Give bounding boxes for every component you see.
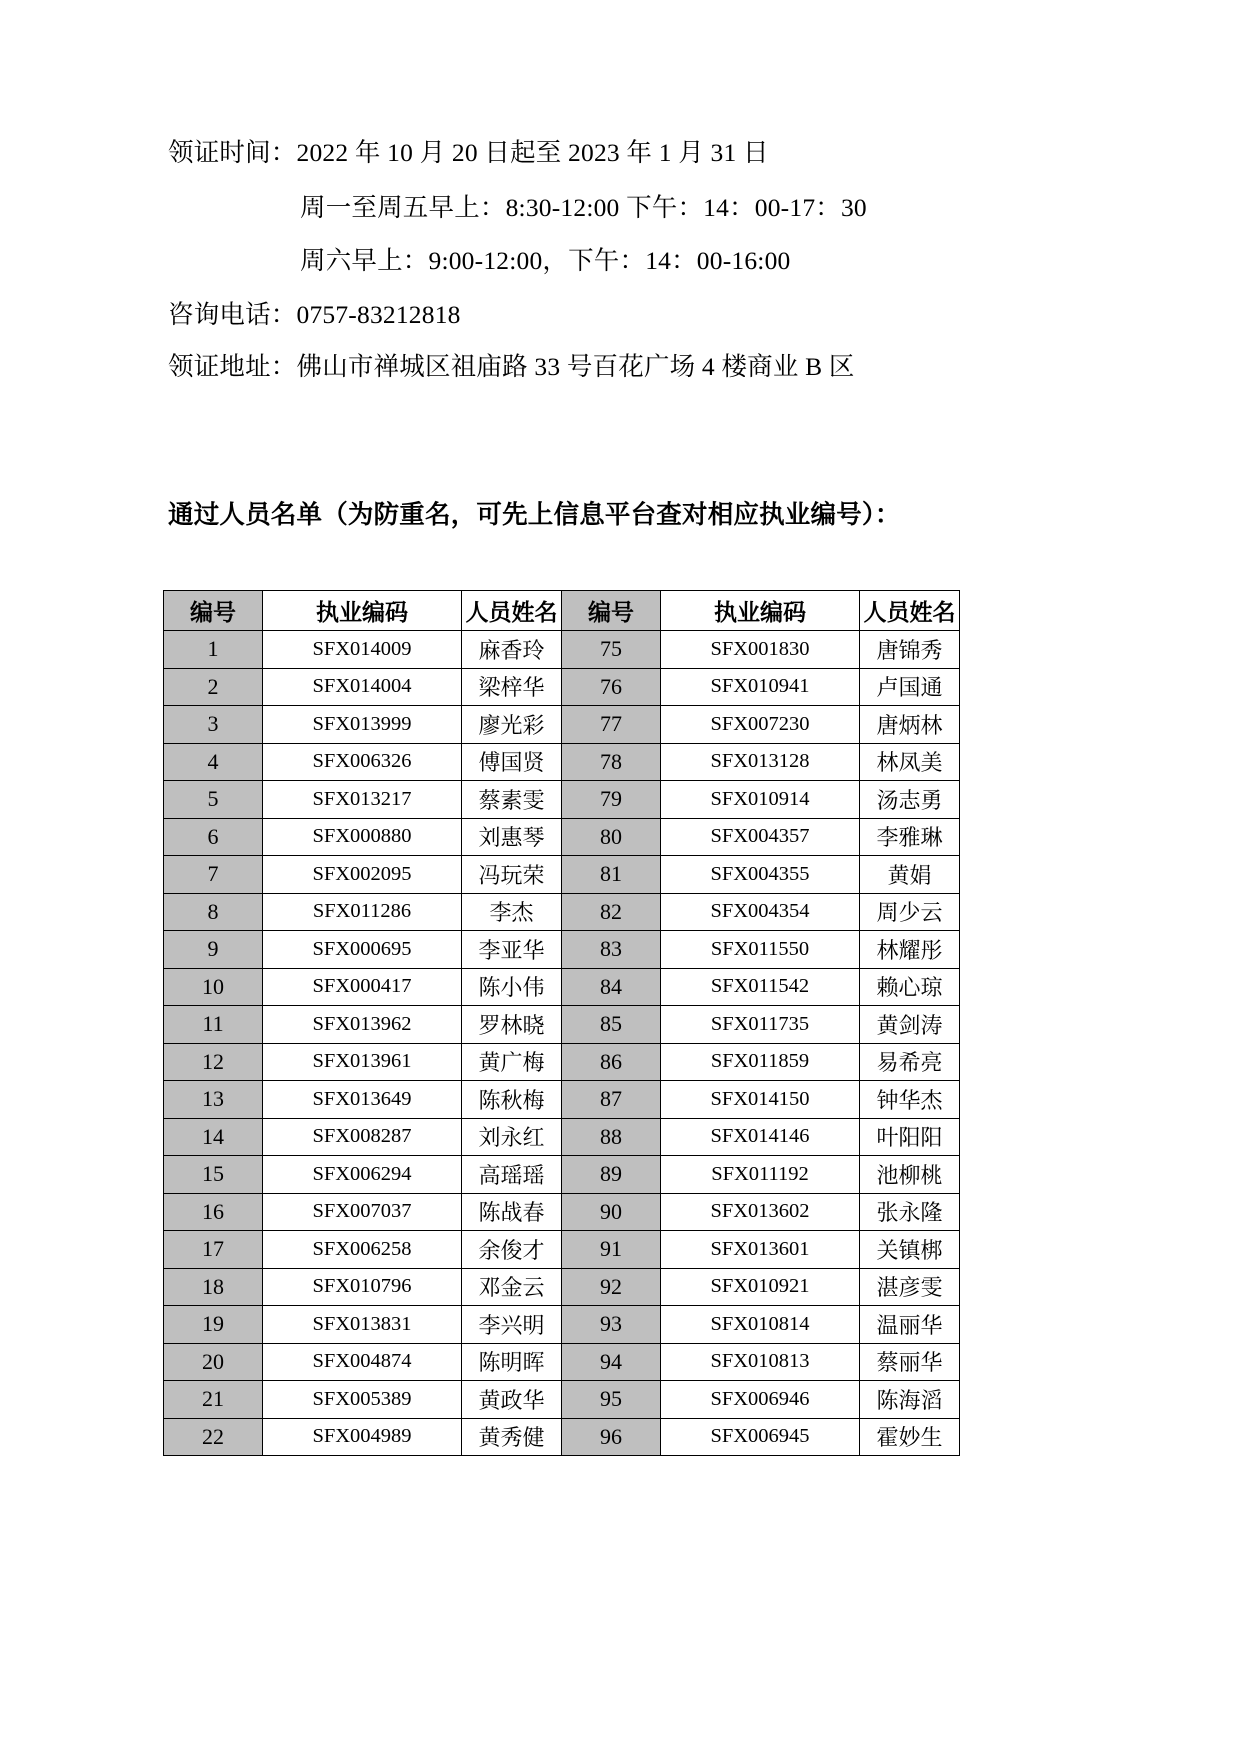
- cell-no-right: 80: [562, 818, 661, 856]
- cell-code-right: SFX010941: [661, 668, 860, 706]
- notice-block: [168, 140, 1088, 380]
- cell-no-right: 92: [562, 1268, 661, 1306]
- cell-name-left: 冯玩荣: [462, 856, 562, 894]
- cell-code-left: SFX006258: [263, 1231, 462, 1269]
- cell-code-right: SFX011735: [661, 1006, 860, 1044]
- cell-code-left: SFX011286: [263, 893, 462, 931]
- table-row: [164, 1268, 960, 1306]
- cell-name-right: 易希亮: [860, 1043, 960, 1081]
- column-header-name-left: 人员姓名: [462, 591, 562, 631]
- table-row: [164, 1343, 960, 1381]
- column-header-no-right: 编号: [562, 591, 661, 631]
- cell-name-left: 罗林晓: [462, 1006, 562, 1044]
- roster-table: [163, 590, 960, 1456]
- cell-code-right: SFX004354: [661, 893, 860, 931]
- cell-code-left: SFX013649: [263, 1081, 462, 1119]
- column-header-name-right: 人员姓名: [860, 591, 960, 631]
- roster-table-container: [163, 590, 954, 1456]
- cell-name-left: 李杰: [462, 893, 562, 931]
- cell-no-right: 91: [562, 1231, 661, 1269]
- table-row: [164, 1193, 960, 1231]
- cell-no-right: 88: [562, 1118, 661, 1156]
- cell-no-left: 7: [164, 856, 263, 894]
- roster-table-body: [164, 631, 960, 1456]
- cell-no-right: 79: [562, 781, 661, 819]
- cell-code-right: SFX010921: [661, 1268, 860, 1306]
- cell-name-right: 周少云: [860, 893, 960, 931]
- cell-code-right: SFX010813: [661, 1343, 860, 1381]
- cell-name-left: 李兴明: [462, 1306, 562, 1344]
- cell-code-left: SFX000417: [263, 968, 462, 1006]
- table-row: [164, 706, 960, 744]
- cell-name-left: 陈战春: [462, 1193, 562, 1231]
- cell-code-right: SFX006946: [661, 1381, 860, 1419]
- table-row: [164, 893, 960, 931]
- cell-name-left: 刘永红: [462, 1118, 562, 1156]
- cell-code-right: SFX006945: [661, 1418, 860, 1456]
- cell-no-left: 12: [164, 1043, 263, 1081]
- cell-name-right: 唐锦秀: [860, 631, 960, 669]
- cell-name-right: 黄剑涛: [860, 1006, 960, 1044]
- cell-no-right: 95: [562, 1381, 661, 1419]
- cell-no-left: 1: [164, 631, 263, 669]
- cell-code-right: SFX014150: [661, 1081, 860, 1119]
- column-header-code-left: 执业编码: [263, 591, 462, 631]
- cell-code-right: SFX004355: [661, 856, 860, 894]
- cell-no-left: 17: [164, 1231, 263, 1269]
- cell-no-left: 9: [164, 931, 263, 969]
- cell-name-right: 唐炳林: [860, 706, 960, 744]
- cell-name-left: 黄政华: [462, 1381, 562, 1419]
- cell-name-left: 刘惠琴: [462, 818, 562, 856]
- table-row: [164, 1306, 960, 1344]
- cell-code-right: SFX010814: [661, 1306, 860, 1344]
- cell-no-left: 4: [164, 743, 263, 781]
- cell-no-right: 85: [562, 1006, 661, 1044]
- cell-code-left: SFX005389: [263, 1381, 462, 1419]
- cell-name-right: 叶阳阳: [860, 1118, 960, 1156]
- cell-code-left: SFX002095: [263, 856, 462, 894]
- cell-name-right: 钟华杰: [860, 1081, 960, 1119]
- cell-code-left: SFX013217: [263, 781, 462, 819]
- cell-no-right: 86: [562, 1043, 661, 1081]
- cell-no-left: 21: [164, 1381, 263, 1419]
- cell-no-left: 14: [164, 1118, 263, 1156]
- cell-code-right: SFX013602: [661, 1193, 860, 1231]
- cell-no-right: 81: [562, 856, 661, 894]
- table-row: [164, 1006, 960, 1044]
- cell-code-left: SFX007037: [263, 1193, 462, 1231]
- table-row: [164, 931, 960, 969]
- cell-no-right: 94: [562, 1343, 661, 1381]
- cell-name-right: 张永隆: [860, 1193, 960, 1231]
- cell-no-left: 19: [164, 1306, 263, 1344]
- cell-no-left: 18: [164, 1268, 263, 1306]
- notice-line-weekday-hours: 周一至周五早上：8:30-12:00 下午：14：00-17：30: [300, 192, 867, 222]
- cell-name-left: 黄广梅: [462, 1043, 562, 1081]
- cell-code-right: SFX011859: [661, 1043, 860, 1081]
- cell-code-left: SFX000695: [263, 931, 462, 969]
- cell-no-left: 2: [164, 668, 263, 706]
- cell-code-left: SFX013831: [263, 1306, 462, 1344]
- cell-no-right: 87: [562, 1081, 661, 1119]
- cell-no-right: 93: [562, 1306, 661, 1344]
- cell-name-left: 黄秀健: [462, 1418, 562, 1456]
- cell-code-left: SFX013962: [263, 1006, 462, 1044]
- cell-code-left: SFX013961: [263, 1043, 462, 1081]
- table-row: [164, 1081, 960, 1119]
- table-row: [164, 668, 960, 706]
- cell-code-left: SFX006326: [263, 743, 462, 781]
- cell-name-right: 湛彦雯: [860, 1268, 960, 1306]
- table-row: [164, 1156, 960, 1194]
- cell-no-right: 78: [562, 743, 661, 781]
- cell-code-right: SFX011192: [661, 1156, 860, 1194]
- notice-line-address: 领证地址：佛山市禅城区祖庙路 33 号百花广场 4 楼商业 B 区: [168, 352, 855, 381]
- cell-name-left: 邓金云: [462, 1268, 562, 1306]
- cell-name-right: 黄娟: [860, 856, 960, 894]
- table-row: [164, 1381, 960, 1419]
- cell-name-right: 林耀彤: [860, 931, 960, 969]
- cell-code-left: SFX008287: [263, 1118, 462, 1156]
- cell-name-left: 余俊才: [462, 1231, 562, 1269]
- column-header-no-left: 编号: [164, 591, 263, 631]
- cell-no-right: 90: [562, 1193, 661, 1231]
- cell-code-left: SFX004989: [263, 1418, 462, 1456]
- notice-line-pickup-period: 领证时间：2022 年 10 月 20 日起至 2023 年 1 月 31 日: [168, 138, 769, 167]
- column-header-code-right: 执业编码: [661, 591, 860, 631]
- cell-name-left: 麻香玲: [462, 631, 562, 669]
- cell-no-right: 75: [562, 631, 661, 669]
- cell-code-left: SFX004874: [263, 1343, 462, 1381]
- cell-code-right: SFX011550: [661, 931, 860, 969]
- cell-code-left: SFX013999: [263, 706, 462, 744]
- table-row: [164, 1231, 960, 1269]
- cell-no-left: 22: [164, 1418, 263, 1456]
- cell-code-right: SFX011542: [661, 968, 860, 1006]
- cell-no-right: 83: [562, 931, 661, 969]
- cell-no-left: 15: [164, 1156, 263, 1194]
- cell-name-right: 霍妙生: [860, 1418, 960, 1456]
- cell-name-left: 李亚华: [462, 931, 562, 969]
- cell-name-right: 卢国通: [860, 668, 960, 706]
- table-row: [164, 1043, 960, 1081]
- cell-name-right: 赖心琼: [860, 968, 960, 1006]
- cell-no-right: 89: [562, 1156, 661, 1194]
- cell-name-right: 陈海滔: [860, 1381, 960, 1419]
- page-title: 通过人员名单（为防重名，可先上信息平台查对相应执业编号）：: [168, 500, 901, 529]
- cell-no-right: 84: [562, 968, 661, 1006]
- cell-name-left: 廖光彩: [462, 706, 562, 744]
- cell-no-right: 76: [562, 668, 661, 706]
- table-row: [164, 1118, 960, 1156]
- cell-code-left: SFX006294: [263, 1156, 462, 1194]
- cell-no-left: 3: [164, 706, 263, 744]
- cell-no-left: 10: [164, 968, 263, 1006]
- cell-no-left: 16: [164, 1193, 263, 1231]
- cell-name-left: 傅国贤: [462, 743, 562, 781]
- table-row: [164, 968, 960, 1006]
- cell-code-right: SFX014146: [661, 1118, 860, 1156]
- notice-line-saturday-hours: 周六早上：9:00-12:00，下午：14：00-16:00: [300, 246, 791, 275]
- cell-name-left: 陈明晖: [462, 1343, 562, 1381]
- cell-no-left: 20: [164, 1343, 263, 1381]
- cell-no-left: 8: [164, 893, 263, 931]
- cell-no-left: 6: [164, 818, 263, 856]
- roster-table-head: [164, 591, 960, 631]
- cell-name-left: 蔡素雯: [462, 781, 562, 819]
- cell-code-left: SFX010796: [263, 1268, 462, 1306]
- table-row: [164, 818, 960, 856]
- table-row: [164, 781, 960, 819]
- cell-name-left: 陈小伟: [462, 968, 562, 1006]
- cell-name-left: 高瑶瑶: [462, 1156, 562, 1194]
- cell-code-right: SFX013601: [661, 1231, 860, 1269]
- cell-name-right: 温丽华: [860, 1306, 960, 1344]
- cell-code-right: SFX004357: [661, 818, 860, 856]
- cell-code-right: SFX010914: [661, 781, 860, 819]
- cell-name-left: 梁梓华: [462, 668, 562, 706]
- table-header-row: [164, 591, 960, 631]
- table-row: [164, 856, 960, 894]
- cell-code-right: SFX001830: [661, 631, 860, 669]
- cell-code-left: SFX014004: [263, 668, 462, 706]
- cell-no-left: 13: [164, 1081, 263, 1119]
- cell-no-left: 11: [164, 1006, 263, 1044]
- cell-no-left: 5: [164, 781, 263, 819]
- table-row: [164, 743, 960, 781]
- cell-name-left: 陈秋梅: [462, 1081, 562, 1119]
- table-row: [164, 631, 960, 669]
- table-row: [164, 1418, 960, 1456]
- cell-no-right: 96: [562, 1418, 661, 1456]
- cell-name-right: 关镇梆: [860, 1231, 960, 1269]
- cell-name-right: 汤志勇: [860, 781, 960, 819]
- cell-no-right: 77: [562, 706, 661, 744]
- cell-code-left: SFX000880: [263, 818, 462, 856]
- cell-name-right: 池柳桃: [860, 1156, 960, 1194]
- cell-name-right: 蔡丽华: [860, 1343, 960, 1381]
- cell-name-right: 林凤美: [860, 743, 960, 781]
- cell-no-right: 82: [562, 893, 661, 931]
- cell-code-right: SFX007230: [661, 706, 860, 744]
- cell-code-right: SFX013128: [661, 743, 860, 781]
- notice-line-phone: 咨询电话：0757-83212818: [168, 299, 461, 329]
- cell-code-left: SFX014009: [263, 631, 462, 669]
- cell-name-right: 李雅琳: [860, 818, 960, 856]
